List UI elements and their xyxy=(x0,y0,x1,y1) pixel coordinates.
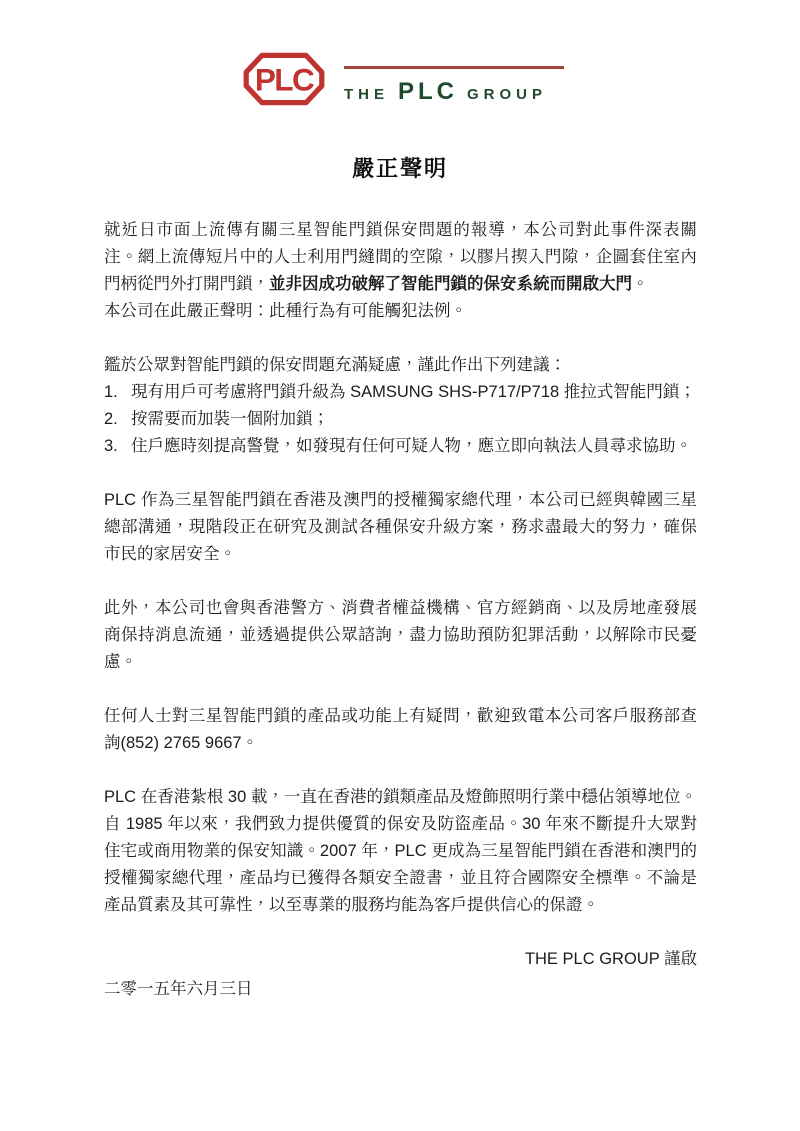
document-body xyxy=(104,217,697,1003)
company-name xyxy=(344,78,564,106)
list-item-text: 住戶應時刻提高警覺，如發現有任何可疑人物，應立即向執法人員尋求協助。 xyxy=(131,437,692,455)
paragraph-incident-bold: 並非因成功破解了智能門鎖的保安系統而開啟大門 xyxy=(269,275,632,293)
paragraph-incident-period: 。 xyxy=(632,275,649,293)
list-item-number: 1. xyxy=(104,383,118,401)
brand-block xyxy=(344,50,564,106)
paragraph-agency: PLC 作為三星智能門鎖在香港及澳門的授權獨家總代理，本公司已經與韓國三星總部溝通，現階段正在研究及測試各種保安升級方案，務求盡最大的努力，確保市民的家居安全。 xyxy=(104,491,697,563)
recommendation-list xyxy=(104,379,697,460)
paragraph-incident-text: 就近日市面上流傳有關三星智能門鎖保安問題的報導，本公司對此事件深表關注。網上流傳短片中的人士利用門縫間的空隙，以膠片揳入門隙，企圖套住室內門柄從門外打開門鎖， xyxy=(104,221,697,293)
company-name-group: GROUP xyxy=(467,86,548,103)
list-item-number: 2. xyxy=(104,410,118,428)
document-date: 二零一五年六月三日 xyxy=(104,980,253,998)
list-item-text: 按需要而加裝一個附加鎖； xyxy=(131,410,329,428)
list-item-text: 現有用戶可考慮將門鎖升級為 SAMSUNG SHS-P717/P718 推拉式智能門鎖； xyxy=(131,383,696,401)
logo xyxy=(6,0,800,108)
signature: THE PLC GROUP 謹啟 xyxy=(524,950,697,968)
recommendation-intro: 鑑於公眾對智能門鎖的保安問題充滿疑慮，謹此作出下列建議： xyxy=(104,356,566,374)
company-name-the: THE xyxy=(344,86,389,103)
plc-emblem-text: PLC xyxy=(254,61,314,98)
list-item xyxy=(104,406,697,433)
paragraph-incident xyxy=(104,217,697,325)
list-item-number: 3. xyxy=(104,437,118,455)
list-item xyxy=(104,433,697,460)
logo-divider-line xyxy=(344,66,564,69)
company-name-plc: PLC xyxy=(398,78,458,105)
page-title: 嚴正聲明 xyxy=(351,156,448,181)
paragraph-cooperation: 此外，本公司也會與香港警方、消費者權益機構、官方經銷商、以及房地產發展商保持消息流通，並透過提供公眾諮詢，盡力協助預防犯罪活動，以解除市民憂慮。 xyxy=(104,599,697,671)
paragraph-statement-line: 本公司在此嚴正聲明：此種行為有可能觸犯法例。 xyxy=(104,302,467,320)
list-item xyxy=(104,379,697,406)
paragraph-hotline: 任何人士對三星智能門鎖的產品或功能上有疑問，歡迎致電本公司客戶服務部查詢(852) 2765 9667。 xyxy=(104,707,697,752)
paragraph-company-history: PLC 在香港紮根 30 載，一直在香港的鎖類產品及燈飾照明行業中穩佔領導地位。自 1985 年以來，我們致力提供優質的保安及防盜產品。30 年來不斷提升大眾對住宅或商用物業的保安知識。2007 年，PLC 更成為三星智能門鎖在香港和澳門的授權獨家總代理，產品均已獲得各類安全證書，並且符合國際安全標準。不論是產品質素及其可靠性，以至專業的服務均能為客戶提供信心的保證。 xyxy=(104,788,697,914)
plc-logo-icon xyxy=(242,50,326,108)
